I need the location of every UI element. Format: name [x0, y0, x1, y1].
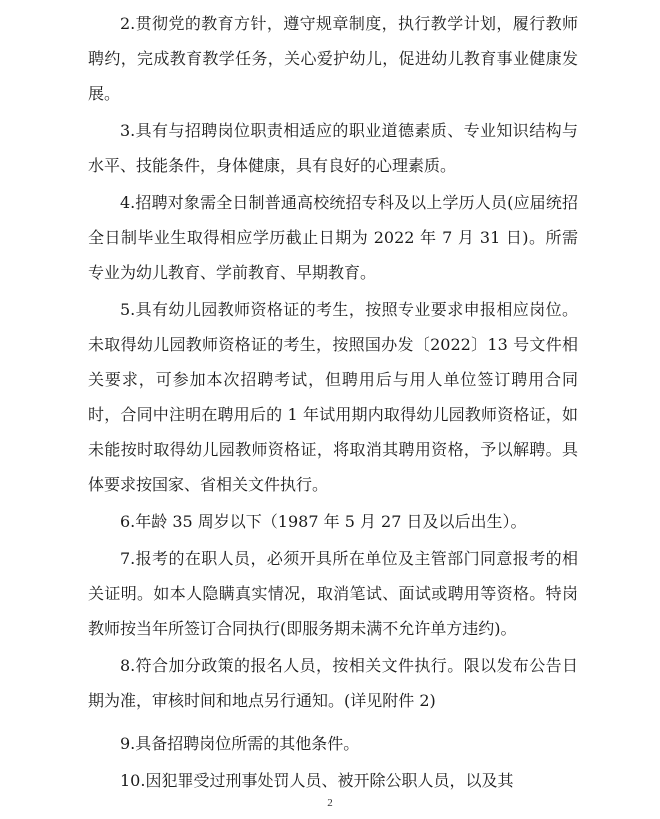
paragraph-requirement-5: 5.具有幼儿园教师资格证的考生，按照专业要求申报相应岗位。未取得幼儿园教师资格证的考生，按照国办发〔2022〕13 号文件相关要求，可参加本次招聘考试，但聘用后与用人单位签订聘用合同时，合同中注明在聘用后的 1 年试用期内取得幼儿园教师资格证，如未能按时取得幼儿园教师资格证，将取消其聘用资格，予以解聘。具体要求按国家、省相关文件执行。	[88, 300, 578, 494]
paragraph-requirement-2: 2.贯彻党的教育方针，遵守规章制度，执行教学计划，履行教师聘约，完成教育教学任务，关心爱护幼儿，促进幼儿教育事业健康发展。	[88, 14, 578, 103]
document-body	[88, 6, 578, 800]
paragraph-requirement-6: 6.年龄 35 周岁以下（1987 年 5 月 27 日及以后出生）。	[120, 512, 527, 531]
paragraph-requirement-8: 8.符合加分政策的报名人员，按相关文件执行。限以发布公告日期为准，审核时间和地点另行通知。(详见附件 2)	[88, 656, 578, 710]
paragraph-requirement-9: 9.具备招聘岗位所需的其他条件。	[120, 734, 360, 753]
page-number: 2	[327, 797, 333, 809]
paragraph-requirement-10: 10.因犯罪受过刑事处罚人员、被开除公职人员，以及其	[120, 771, 514, 790]
paragraph-requirement-7: 7.报考的在职人员，必须开具所在单位及主管部门同意报考的相关证明。如本人隐瞒真实情况，取消笔试、面试或聘用等资格。特岗教师按当年所签订合同执行(即服务期未满不允许单方违约)。	[88, 549, 578, 638]
paragraph-requirement-3: 3.具有与招聘岗位职责相适应的职业道德素质、专业知识结构与水平、技能条件，身体健康，具有良好的心理素质。	[88, 121, 578, 175]
paragraph-requirement-4: 4.招聘对象需全日制普通高校统招专科及以上学历人员(应届统招全日制毕业生取得相应学历截止日期为 2022 年 7 月 31 日)。所需专业为幼儿教育、学前教育、早期教育。	[88, 193, 578, 282]
